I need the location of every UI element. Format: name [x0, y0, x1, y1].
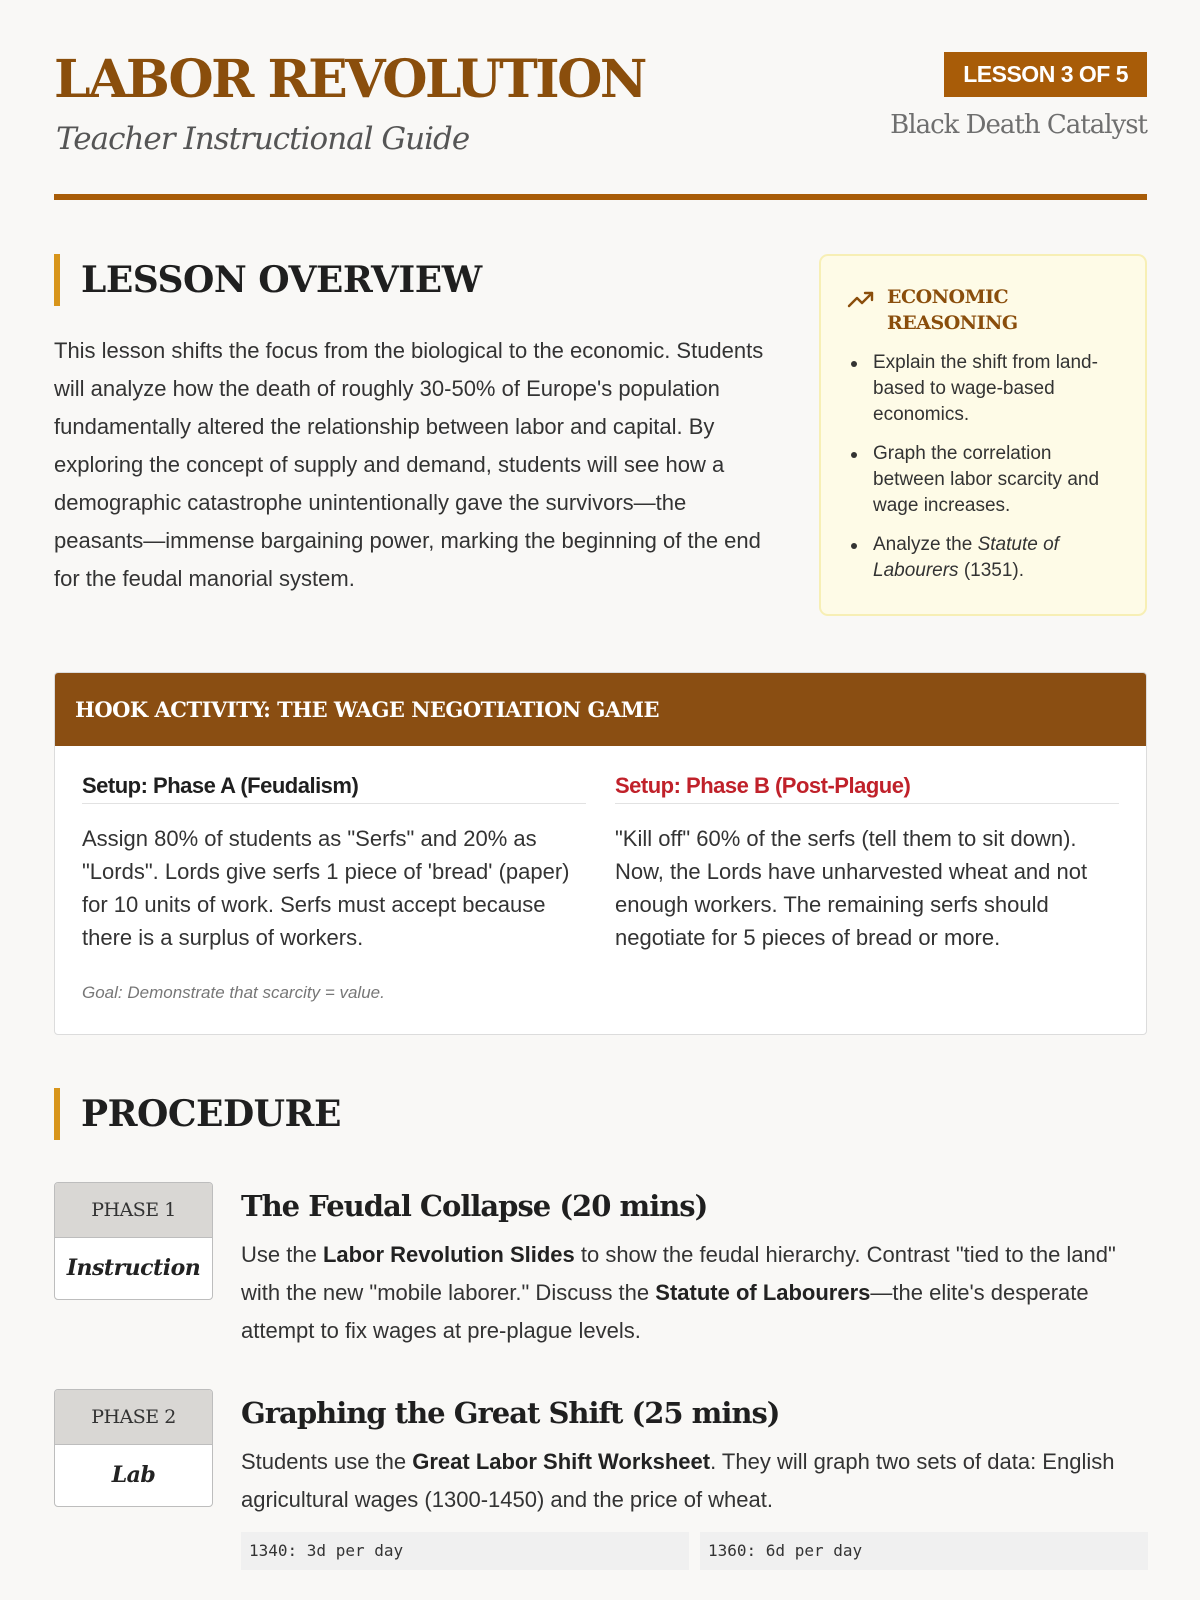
slides-resource: Labor Revolution Slides — [322, 1242, 575, 1267]
desc-text: Use the — [241, 1242, 323, 1267]
desc-text: —the elite's desperate attempt to fix wages at pre-plague levels. — [241, 1280, 1089, 1343]
phase-number: PHASE 1 — [55, 1183, 212, 1238]
econ-title: ECONOMIC REASONING — [887, 286, 1018, 334]
phase-type: Instruction — [66, 1255, 201, 1281]
econ-title-row — [847, 284, 1123, 336]
desc-text: to show the feudal hierarchy. Contrast "tied to the land" with the new "mobile laborer." Discuss the — [241, 1242, 1116, 1305]
page-title: LABOR REVOLUTION — [54, 49, 645, 110]
hook-goal: Goal: Demonstrate that scarcity = value. — [82, 983, 385, 1002]
unit-topic: Black Death Catalyst — [890, 110, 1147, 140]
page-subtitle: Teacher Instructional Guide — [56, 121, 470, 157]
phase-b-body: "Kill off" 60% of the serfs (tell them to sit down). Now, the Lords have unharvested wheat and not enough workers. The remaining serfs should negotiate for 5 pieces of bread or more. — [615, 826, 1088, 950]
procedure-heading: PROCEDURE — [54, 1088, 341, 1140]
hook-activity-card — [54, 672, 1147, 1035]
wage-data-chip: 1360: 6d per day — [700, 1532, 1148, 1570]
phase-2-description — [241, 1443, 1147, 1519]
hook-header: HOOK ACTIVITY: THE WAGE NEGOTIATION GAME — [55, 673, 1146, 746]
worksheet-resource: Great Labor Shift Worksheet — [412, 1449, 711, 1474]
phase-b-title: Setup: Phase B (Post-Plague) — [615, 773, 1119, 804]
item-text: (1351). — [958, 560, 1025, 581]
overview-text: This lesson shifts the focus from the biological to the economic. Students will analyze how the death of roughly 30-50% of Europe's population fundamentally altered the relationship between labor and capital. By exploring the concept of supply and demand, students will see how a demographic catastrophe unintentionally gave the survivors—the peasants—immense bargaining power, marking the beginning of the end for the feudal manorial system. — [54, 338, 764, 591]
item-text: Analyze the — [873, 534, 978, 555]
trending-up-icon — [847, 286, 875, 310]
lesson-badge: LESSON 3 OF 5 — [944, 52, 1147, 97]
phase-2-title: Graphing the Great Shift (25 mins) — [241, 1396, 780, 1430]
list-item: Explain the shift from land-based to wage-based economics. — [847, 350, 1123, 428]
wage-data-chip: 1340: 3d per day — [241, 1532, 689, 1570]
phase-2-label — [54, 1389, 213, 1507]
list-item — [847, 532, 1123, 584]
phase-1-label — [54, 1182, 213, 1300]
statute-title: Statute of Labourers — [873, 534, 1059, 581]
lesson-guide-page — [54, 0, 1147, 1560]
phase-a-column — [82, 773, 586, 954]
phase-b-column — [615, 773, 1119, 954]
phase-1-description — [241, 1236, 1147, 1350]
statute-reference: Statute of Labourers — [655, 1280, 871, 1305]
phase-number: PHASE 2 — [55, 1390, 212, 1445]
desc-text: . They will graph two sets of data: English agricultural wages (1300-1450) and the price of wheat. — [241, 1449, 1115, 1512]
desc-text: Students use the — [241, 1449, 413, 1474]
page-header — [54, 0, 1147, 200]
economic-reasoning-box — [819, 254, 1147, 616]
phase-type: Lab — [111, 1462, 156, 1488]
phase-a-title: Setup: Phase A (Feudalism) — [82, 773, 586, 804]
phase-a-body: Assign 80% of students as "Serfs" and 20% as "Lords". Lords give serfs 1 piece of 'bread' (paper) for 10 units of work. Serfs must accept because there is a surplus of workers. — [82, 826, 570, 950]
econ-objectives — [847, 350, 1123, 584]
phase-1-title: The Feudal Collapse (20 mins) — [241, 1189, 708, 1223]
header-divider — [54, 194, 1147, 200]
overview-heading: LESSON OVERVIEW — [54, 254, 482, 306]
list-item: Graph the correlation between labor scarcity and wage increases. — [847, 441, 1123, 519]
